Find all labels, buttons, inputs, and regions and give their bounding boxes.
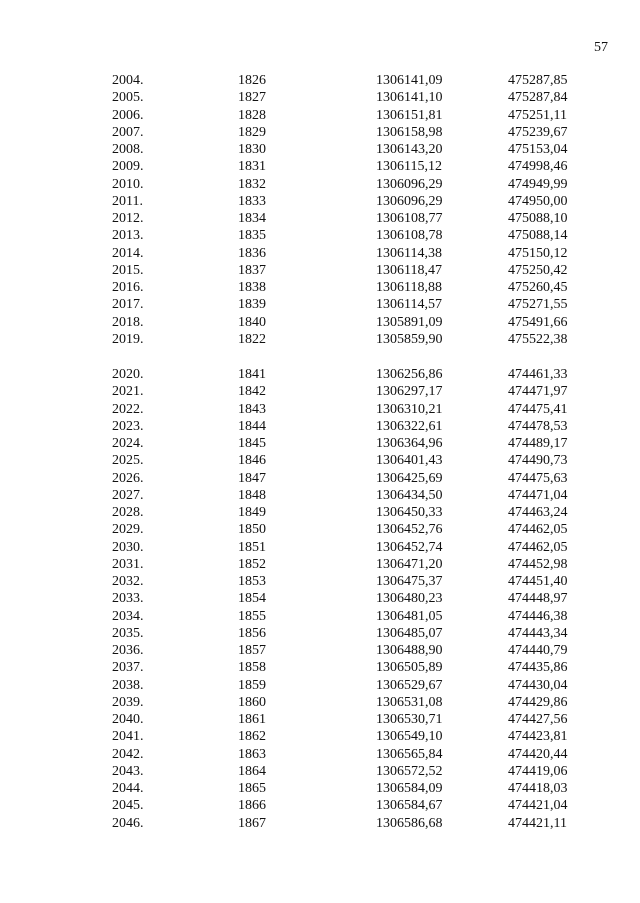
y-coordinate: 475522,38 bbox=[508, 331, 568, 347]
table-row bbox=[0, 746, 640, 763]
row-number: 2008. bbox=[112, 142, 144, 157]
row-number: 2041. bbox=[112, 729, 144, 745]
y-coordinate: 474435,86 bbox=[508, 660, 568, 676]
x-coordinate: 1306141,10 bbox=[376, 90, 443, 106]
y-coordinate: 475287,85 bbox=[508, 73, 568, 88]
y-coordinate: 474452,98 bbox=[508, 556, 568, 572]
table-row bbox=[0, 435, 640, 452]
row-number: 2029. bbox=[112, 522, 144, 538]
x-coordinate: 1306475,37 bbox=[376, 574, 443, 589]
point-id: 1831 bbox=[238, 159, 266, 175]
row-number: 2027. bbox=[112, 487, 144, 503]
x-coordinate: 1306485,07 bbox=[376, 625, 443, 641]
x-coordinate: 1306108,77 bbox=[376, 211, 443, 226]
point-id: 1834 bbox=[238, 211, 266, 226]
y-coordinate: 475088,10 bbox=[508, 211, 568, 226]
y-coordinate: 475271,55 bbox=[508, 297, 568, 313]
y-coordinate: 475287,84 bbox=[508, 90, 568, 106]
table-row bbox=[0, 625, 640, 642]
row-number: 2010. bbox=[112, 176, 144, 192]
point-id: 1855 bbox=[238, 608, 266, 624]
row-number: 2004. bbox=[112, 73, 144, 88]
x-coordinate: 1306310,21 bbox=[376, 401, 443, 417]
x-coordinate: 1306322,61 bbox=[376, 418, 443, 434]
table-row bbox=[0, 780, 640, 797]
y-coordinate: 475250,42 bbox=[508, 262, 568, 278]
row-number: 2036. bbox=[112, 643, 144, 658]
y-coordinate: 474421,04 bbox=[508, 798, 568, 814]
y-coordinate: 474419,06 bbox=[508, 763, 568, 779]
row-number: 2022. bbox=[112, 401, 144, 417]
row-number: 2013. bbox=[112, 228, 144, 244]
x-coordinate: 1306096,29 bbox=[376, 193, 443, 209]
point-id: 1842 bbox=[238, 384, 266, 400]
x-coordinate: 1306586,68 bbox=[376, 815, 443, 831]
table-row bbox=[0, 608, 640, 625]
row-number: 2011. bbox=[112, 193, 143, 209]
y-coordinate: 474950,00 bbox=[508, 193, 568, 209]
table-row bbox=[0, 659, 640, 676]
y-coordinate: 475153,04 bbox=[508, 142, 568, 157]
row-number: 2030. bbox=[112, 539, 144, 555]
table-row bbox=[0, 262, 640, 279]
table-row bbox=[0, 72, 640, 89]
row-number: 2038. bbox=[112, 677, 144, 693]
point-id: 1852 bbox=[238, 556, 266, 572]
x-coordinate: 1306425,69 bbox=[376, 470, 443, 486]
x-coordinate: 1305891,09 bbox=[376, 314, 443, 330]
row-number: 2044. bbox=[112, 781, 144, 796]
row-number: 2039. bbox=[112, 694, 144, 710]
x-coordinate: 1306141,09 bbox=[376, 73, 443, 88]
x-coordinate: 1306434,50 bbox=[376, 487, 443, 503]
y-coordinate: 475150,12 bbox=[508, 245, 568, 261]
x-coordinate: 1306114,38 bbox=[376, 245, 442, 261]
x-coordinate: 1306531,08 bbox=[376, 694, 443, 710]
x-coordinate: 1306118,47 bbox=[376, 262, 442, 278]
y-coordinate: 474443,34 bbox=[508, 625, 568, 641]
table-row bbox=[0, 642, 640, 659]
x-coordinate: 1306452,76 bbox=[376, 522, 443, 538]
row-number: 2018. bbox=[112, 314, 144, 330]
y-coordinate: 474423,81 bbox=[508, 729, 568, 745]
row-number: 2025. bbox=[112, 453, 144, 469]
x-coordinate: 1306572,52 bbox=[376, 763, 443, 779]
table-row bbox=[0, 590, 640, 607]
table-row bbox=[0, 245, 640, 262]
point-id: 1864 bbox=[238, 763, 266, 779]
row-number: 2006. bbox=[112, 107, 144, 123]
x-coordinate: 1306529,67 bbox=[376, 677, 443, 693]
table-row bbox=[0, 470, 640, 487]
table-row bbox=[0, 452, 640, 469]
point-id: 1830 bbox=[238, 142, 266, 157]
row-number: 2019. bbox=[112, 331, 144, 347]
x-coordinate: 1306505,89 bbox=[376, 660, 443, 676]
row-number: 2034. bbox=[112, 608, 144, 624]
point-id: 1836 bbox=[238, 245, 266, 261]
y-coordinate: 475491,66 bbox=[508, 314, 568, 330]
y-coordinate: 474430,04 bbox=[508, 677, 568, 693]
point-id: 1854 bbox=[238, 591, 266, 607]
y-coordinate: 474440,79 bbox=[508, 643, 568, 658]
table-row bbox=[0, 521, 640, 538]
x-coordinate: 1306565,84 bbox=[376, 746, 443, 762]
table-row bbox=[0, 815, 640, 832]
row-number: 2035. bbox=[112, 625, 144, 641]
point-id: 1867 bbox=[238, 815, 266, 831]
y-coordinate: 474418,03 bbox=[508, 781, 568, 796]
y-coordinate: 474998,46 bbox=[508, 159, 568, 175]
point-id: 1827 bbox=[238, 90, 266, 106]
y-coordinate: 475088,14 bbox=[508, 228, 568, 244]
x-coordinate: 1306480,23 bbox=[376, 591, 443, 607]
y-coordinate: 474471,04 bbox=[508, 487, 568, 503]
point-id: 1865 bbox=[238, 781, 266, 796]
table-row bbox=[0, 797, 640, 814]
point-id: 1845 bbox=[238, 436, 266, 451]
row-number: 2005. bbox=[112, 90, 144, 106]
row-number: 2046. bbox=[112, 815, 144, 831]
row-number: 2023. bbox=[112, 418, 144, 434]
y-coordinate: 474490,73 bbox=[508, 453, 568, 469]
y-coordinate: 474471,97 bbox=[508, 384, 568, 400]
x-coordinate: 1306108,78 bbox=[376, 228, 443, 244]
table-row bbox=[0, 158, 640, 175]
x-coordinate: 1306114,57 bbox=[376, 297, 442, 313]
row-number: 2043. bbox=[112, 763, 144, 779]
y-coordinate: 474949,99 bbox=[508, 176, 568, 192]
table-row bbox=[0, 504, 640, 521]
x-coordinate: 1306549,10 bbox=[376, 729, 443, 745]
row-number: 2033. bbox=[112, 591, 144, 607]
table-row bbox=[0, 279, 640, 296]
y-coordinate: 475251,11 bbox=[508, 107, 567, 123]
point-id: 1856 bbox=[238, 625, 266, 641]
row-number: 2021. bbox=[112, 384, 144, 400]
table-row bbox=[0, 539, 640, 556]
x-coordinate: 1306401,43 bbox=[376, 453, 443, 469]
row-number: 2015. bbox=[112, 262, 144, 278]
point-id: 1837 bbox=[238, 262, 266, 278]
point-id: 1833 bbox=[238, 193, 266, 209]
y-coordinate: 474475,63 bbox=[508, 470, 568, 486]
point-id: 1863 bbox=[238, 746, 266, 762]
y-coordinate: 475239,67 bbox=[508, 124, 568, 140]
x-coordinate: 1306096,29 bbox=[376, 176, 443, 192]
x-coordinate: 1306488,90 bbox=[376, 643, 443, 658]
point-id: 1853 bbox=[238, 574, 266, 589]
x-coordinate: 1306256,86 bbox=[376, 367, 443, 382]
row-number: 2026. bbox=[112, 470, 144, 486]
table-row bbox=[0, 141, 640, 158]
table-row bbox=[0, 401, 640, 418]
table-row bbox=[0, 210, 640, 227]
point-id: 1848 bbox=[238, 487, 266, 503]
point-id: 1835 bbox=[238, 228, 266, 244]
x-coordinate: 1306158,98 bbox=[376, 124, 443, 140]
point-id: 1822 bbox=[238, 331, 266, 347]
x-coordinate: 1306530,71 bbox=[376, 712, 443, 727]
x-coordinate: 1306364,96 bbox=[376, 436, 443, 451]
row-number: 2042. bbox=[112, 746, 144, 762]
row-number: 2028. bbox=[112, 505, 144, 520]
row-number: 2020. bbox=[112, 367, 144, 382]
point-id: 1858 bbox=[238, 660, 266, 676]
table-row bbox=[0, 418, 640, 435]
point-id: 1843 bbox=[238, 401, 266, 417]
table-row bbox=[0, 556, 640, 573]
y-coordinate: 474475,41 bbox=[508, 401, 568, 417]
row-number: 2031. bbox=[112, 556, 144, 572]
row-number: 2014. bbox=[112, 245, 144, 261]
row-number: 2007. bbox=[112, 124, 144, 140]
y-coordinate: 474478,53 bbox=[508, 418, 568, 434]
table-row bbox=[0, 728, 640, 745]
row-number: 2037. bbox=[112, 660, 144, 676]
point-id: 1849 bbox=[238, 505, 266, 520]
y-coordinate: 474420,44 bbox=[508, 746, 568, 762]
y-coordinate: 474451,40 bbox=[508, 574, 568, 589]
point-id: 1839 bbox=[238, 297, 266, 313]
y-coordinate: 474421,11 bbox=[508, 815, 567, 831]
x-coordinate: 1306584,09 bbox=[376, 781, 443, 796]
y-coordinate: 475260,45 bbox=[508, 280, 568, 295]
group-spacer bbox=[0, 348, 640, 366]
x-coordinate: 1306452,74 bbox=[376, 539, 443, 555]
point-id: 1847 bbox=[238, 470, 266, 486]
y-coordinate: 474489,17 bbox=[508, 436, 568, 451]
point-id: 1846 bbox=[238, 453, 266, 469]
table-row bbox=[0, 573, 640, 590]
point-id: 1829 bbox=[238, 124, 266, 140]
x-coordinate: 1306143,20 bbox=[376, 142, 443, 157]
table-row bbox=[0, 383, 640, 400]
table-row bbox=[0, 176, 640, 193]
table-row bbox=[0, 227, 640, 244]
table-row bbox=[0, 763, 640, 780]
point-id: 1851 bbox=[238, 539, 266, 555]
point-id: 1844 bbox=[238, 418, 266, 434]
y-coordinate: 474462,05 bbox=[508, 539, 568, 555]
row-number: 2016. bbox=[112, 280, 144, 295]
table-row bbox=[0, 193, 640, 210]
row-number: 2009. bbox=[112, 159, 144, 175]
row-number: 2012. bbox=[112, 211, 144, 226]
table-row bbox=[0, 296, 640, 313]
point-id: 1841 bbox=[238, 367, 266, 382]
table-row bbox=[0, 89, 640, 106]
y-coordinate: 474462,05 bbox=[508, 522, 568, 538]
x-coordinate: 1306118,88 bbox=[376, 280, 442, 295]
point-id: 1859 bbox=[238, 677, 266, 693]
table-row bbox=[0, 331, 640, 348]
point-id: 1840 bbox=[238, 314, 266, 330]
point-id: 1861 bbox=[238, 712, 266, 727]
table-row bbox=[0, 366, 640, 383]
coordinates-table bbox=[0, 72, 640, 832]
row-number: 2017. bbox=[112, 297, 144, 313]
table-row bbox=[0, 711, 640, 728]
table-row bbox=[0, 314, 640, 331]
x-coordinate: 1306115,12 bbox=[376, 159, 442, 175]
x-coordinate: 1306481,05 bbox=[376, 608, 443, 624]
x-coordinate: 1306297,17 bbox=[376, 384, 443, 400]
x-coordinate: 1306450,33 bbox=[376, 505, 443, 520]
page-number: 57 bbox=[594, 40, 608, 55]
y-coordinate: 474448,97 bbox=[508, 591, 568, 607]
point-id: 1832 bbox=[238, 176, 266, 192]
point-id: 1838 bbox=[238, 280, 266, 295]
point-id: 1866 bbox=[238, 798, 266, 814]
point-id: 1860 bbox=[238, 694, 266, 710]
y-coordinate: 474429,86 bbox=[508, 694, 568, 710]
point-id: 1826 bbox=[238, 73, 266, 88]
row-number: 2032. bbox=[112, 574, 144, 589]
row-number: 2024. bbox=[112, 436, 144, 451]
point-id: 1857 bbox=[238, 643, 266, 658]
y-coordinate: 474463,24 bbox=[508, 505, 568, 520]
y-coordinate: 474446,38 bbox=[508, 608, 568, 624]
table-row bbox=[0, 694, 640, 711]
row-number: 2040. bbox=[112, 712, 144, 727]
point-id: 1850 bbox=[238, 522, 266, 538]
table-row bbox=[0, 677, 640, 694]
table-row bbox=[0, 487, 640, 504]
point-id: 1828 bbox=[238, 107, 266, 123]
x-coordinate: 1306471,20 bbox=[376, 556, 443, 572]
point-id: 1862 bbox=[238, 729, 266, 745]
x-coordinate: 1306151,81 bbox=[376, 107, 443, 123]
y-coordinate: 474461,33 bbox=[508, 367, 568, 382]
table-row bbox=[0, 107, 640, 124]
row-number: 2045. bbox=[112, 798, 144, 814]
table-row bbox=[0, 124, 640, 141]
x-coordinate: 1305859,90 bbox=[376, 331, 443, 347]
x-coordinate: 1306584,67 bbox=[376, 798, 443, 814]
y-coordinate: 474427,56 bbox=[508, 712, 568, 727]
